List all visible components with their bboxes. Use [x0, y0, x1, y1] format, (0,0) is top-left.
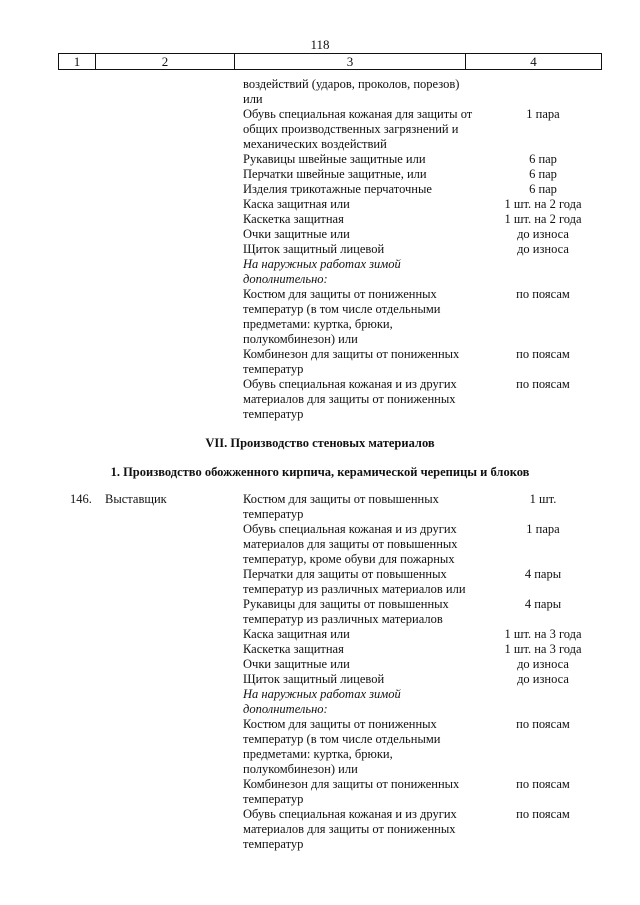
list-item: [0, 257, 640, 287]
list-item: [0, 377, 640, 422]
item-line: Каска защитная или: [243, 627, 350, 641]
item-line: температур из различных материалов или: [243, 582, 466, 596]
item-quantity: по поясам: [516, 287, 570, 301]
list-item: [0, 492, 640, 522]
item-name: [243, 657, 483, 672]
list-item: [0, 672, 640, 687]
item-quantity: 1 шт. на 3 года: [504, 627, 582, 641]
item-line: температур: [243, 362, 304, 376]
item-name: [243, 197, 483, 212]
item-name: [243, 287, 483, 347]
header-col-3: 3: [235, 54, 466, 69]
item-line: механических воздействий: [243, 137, 387, 151]
entry-number: 146.: [70, 492, 92, 506]
item-line: Рукавицы швейные защитные или: [243, 152, 426, 166]
item-line: Обувь специальная кожаная и из других: [243, 377, 457, 391]
item-line: На наружных работах зимой: [243, 687, 401, 701]
item-line: материалов для защиты от повышенных: [243, 537, 458, 551]
list-item: [0, 687, 640, 717]
item-line: Щиток защитный лицевой: [243, 242, 385, 256]
item-line: Костюм для защиты от повышенных: [243, 492, 439, 506]
item-name: [243, 492, 483, 522]
list-item: [0, 212, 640, 227]
item-quantity: 4 пары: [524, 597, 562, 611]
item-line: Обувь специальная кожаная и из других: [243, 807, 457, 821]
list-item: [0, 242, 640, 257]
entry-146: [0, 492, 640, 852]
item-line: Каскетка защитная: [243, 212, 344, 226]
item-line: температур: [243, 837, 304, 851]
item-line: Перчатки швейные защитные, или: [243, 167, 427, 181]
item-quantity: 1 пара: [526, 522, 560, 536]
item-line: температур: [243, 792, 304, 806]
item-line: Щиток защитный лицевой: [243, 672, 385, 686]
list-item: [0, 197, 640, 212]
item-line: общих производственных загрязнений и: [243, 122, 459, 136]
item-line: материалов для защиты от пониженных: [243, 822, 456, 836]
item-quantity: 4 пары: [524, 567, 562, 581]
list-item: [0, 182, 640, 197]
item-line: Обувь специальная кожаная для защиты от: [243, 107, 473, 121]
item-name: [243, 152, 483, 167]
item-line: материалов для защиты от пониженных: [243, 392, 456, 406]
item-name: [243, 242, 483, 257]
list-item: [0, 522, 640, 567]
list-item: [0, 167, 640, 182]
item-name: [243, 107, 483, 152]
item-quantity: 6 пар: [529, 152, 557, 166]
item-name: [243, 182, 483, 197]
section-title: VII. Производство стеновых материалов: [205, 436, 435, 450]
item-name: [243, 522, 483, 567]
item-quantity: по поясам: [516, 347, 570, 361]
item-line: или: [243, 92, 263, 106]
item-line: Костюм для защиты от пониженных: [243, 287, 437, 301]
item-quantity: до износа: [517, 672, 569, 686]
item-name: [243, 717, 483, 777]
entry-items: [0, 492, 640, 852]
item-name: [243, 687, 483, 717]
item-line: дополнительно:: [243, 272, 328, 286]
item-line: Изделия трикотажные перчаточные: [243, 182, 432, 196]
list-item: [0, 77, 640, 107]
item-quantity: 1 шт. на 2 года: [504, 197, 582, 211]
subsection-title: 1. Производство обожженного кирпича, керамической черепицы и блоков: [110, 465, 530, 479]
item-line: температур (в том числе отдельными: [243, 732, 441, 746]
item-quantity: по поясам: [516, 777, 570, 791]
header-col-2: 2: [96, 54, 235, 69]
list-item: [0, 657, 640, 672]
page-number: 118: [310, 37, 330, 52]
item-name: [243, 377, 483, 422]
item-line: Комбинезон для защиты от пониженных: [243, 777, 460, 791]
item-line: Рукавицы для защиты от повышенных: [243, 597, 449, 611]
item-line: предметами: куртка, брюки,: [243, 747, 393, 761]
item-name: [243, 212, 483, 227]
list-item: [0, 347, 640, 377]
item-name: [243, 807, 483, 852]
item-name: [243, 227, 483, 242]
item-name: [243, 627, 483, 642]
item-line: температур, кроме обуви для пожарных: [243, 552, 455, 566]
item-line: Каска защитная или: [243, 197, 350, 211]
item-quantity: до износа: [517, 227, 569, 241]
list-item: [0, 597, 640, 627]
item-line: воздействий (ударов, проколов, порезов): [243, 77, 460, 91]
document-body: [0, 77, 640, 852]
list-item: [0, 627, 640, 642]
item-line: температур: [243, 407, 304, 421]
list-item: [0, 807, 640, 852]
header-col-4: 4: [530, 54, 537, 69]
list-item: [0, 717, 640, 777]
item-line: температур из различных материалов: [243, 612, 443, 626]
list-item: [0, 777, 640, 807]
item-name: [243, 777, 483, 807]
item-quantity: 1 шт. на 3 года: [504, 642, 582, 656]
list-item: [0, 642, 640, 657]
item-name: [243, 672, 483, 687]
item-name: [243, 77, 483, 107]
list-item: [0, 227, 640, 242]
item-line: температур: [243, 507, 304, 521]
item-line: Обувь специальная кожаная и из других: [243, 522, 457, 536]
continued-items: [0, 77, 640, 422]
item-line: Очки защитные или: [243, 227, 350, 241]
table-header: [58, 53, 602, 70]
item-quantity: 6 пар: [529, 182, 557, 196]
list-item: [0, 287, 640, 347]
list-item: [0, 152, 640, 167]
item-quantity: 1 пара: [526, 107, 560, 121]
item-line: предметами: куртка, брюки,: [243, 317, 393, 331]
item-line: температур (в том числе отдельными: [243, 302, 441, 316]
item-quantity: 1 шт. на 2 года: [504, 212, 582, 226]
item-name: [243, 642, 483, 657]
item-line: дополнительно:: [243, 702, 328, 716]
item-name: [243, 167, 483, 182]
header-col-1: 1: [59, 54, 96, 69]
item-quantity: по поясам: [516, 807, 570, 821]
item-line: полукомбинезон) или: [243, 762, 358, 776]
item-quantity: по поясам: [516, 717, 570, 731]
item-quantity: 1 шт.: [529, 492, 557, 506]
item-name: [243, 567, 483, 597]
item-quantity: до износа: [517, 242, 569, 256]
list-item: [0, 567, 640, 597]
item-name: [243, 597, 483, 627]
item-name: [243, 347, 483, 377]
list-item: [0, 107, 640, 152]
item-quantity: до износа: [517, 657, 569, 671]
item-line: полукомбинезон) или: [243, 332, 358, 346]
job-title: Выставщик: [105, 492, 167, 506]
item-line: На наружных работах зимой: [243, 257, 401, 271]
item-line: Костюм для защиты от пониженных: [243, 717, 437, 731]
item-quantity: 6 пар: [529, 167, 557, 181]
item-line: Каскетка защитная: [243, 642, 344, 656]
item-line: Перчатки для защиты от повышенных: [243, 567, 447, 581]
item-line: Комбинезон для защиты от пониженных: [243, 347, 460, 361]
item-line: Очки защитные или: [243, 657, 350, 671]
item-name: [243, 257, 483, 287]
item-quantity: по поясам: [516, 377, 570, 391]
